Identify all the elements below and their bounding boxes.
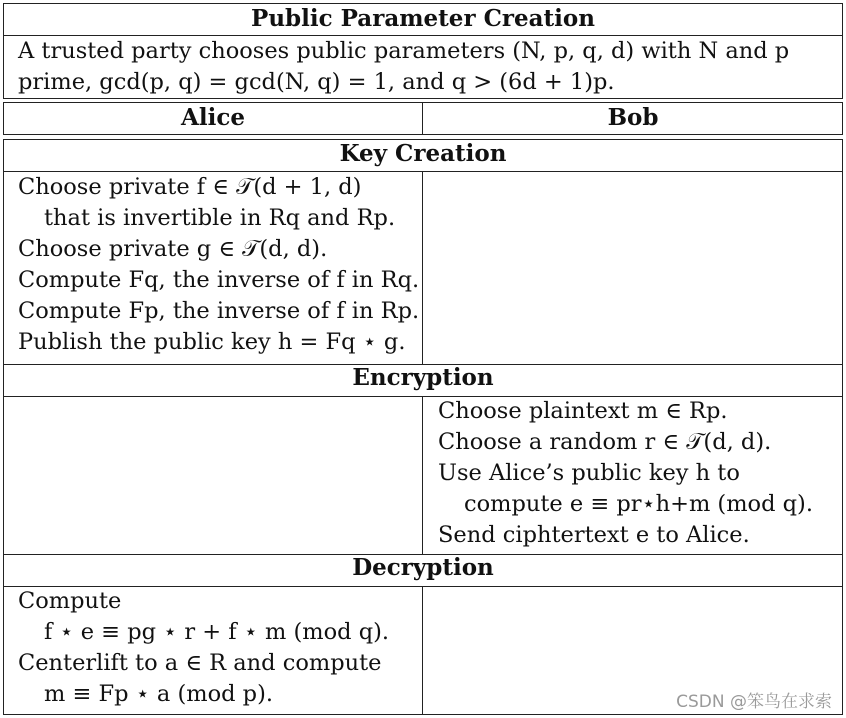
key-creation-step: Choose private g ∈ 𝒯(d, d). xyxy=(18,236,328,262)
encryption-step: Choose plaintext m ∈ Rp. xyxy=(438,398,728,424)
watermark: CSDN @笨鸟在求索 xyxy=(676,692,832,712)
bob-header: Bob xyxy=(607,104,659,131)
key-creation-step: Compute Fq, the inverse of f in Rq. xyxy=(18,267,420,293)
decryption-step: f ⋆ e ≡ pg ⋆ r + f ⋆ m (mod q). xyxy=(44,619,390,645)
column-divider xyxy=(422,586,423,714)
key-creation-step: that is invertible in Rq and Rp. xyxy=(44,205,396,231)
public-parameter-box xyxy=(3,3,843,99)
decryption-alice-steps xyxy=(18,586,389,710)
encryption-bob-steps xyxy=(438,396,813,551)
column-divider xyxy=(422,396,423,554)
protocol-table xyxy=(3,139,843,715)
key-creation-step: Compute Fp, the inverse of f in Rp. xyxy=(18,298,420,324)
column-divider xyxy=(422,171,423,364)
key-creation-step: Publish the public key h = Fq ⋆ g. xyxy=(18,329,406,355)
public-parameter-line: A trusted party chooses public parameters (N, p, q, d) with N and p xyxy=(18,38,790,64)
key-creation-alice-steps xyxy=(18,172,419,358)
key-creation-title: Key Creation xyxy=(339,140,507,167)
party-header-box xyxy=(3,102,843,135)
alice-header: Alice xyxy=(181,104,245,131)
column-divider xyxy=(422,103,423,134)
decryption-step: Compute xyxy=(18,588,122,614)
decryption-step: Centerlift to a ∈ R and compute xyxy=(18,650,382,676)
key-creation-step: Choose private f ∈ 𝒯(d + 1, d) xyxy=(18,174,362,200)
encryption-step: Use Alice’s public key h to xyxy=(438,460,740,486)
decryption-step: m ≡ Fp ⋆ a (mod p). xyxy=(44,681,274,707)
public-parameter-title: Public Parameter Creation xyxy=(251,5,595,32)
encryption-title: Encryption xyxy=(352,364,494,391)
encryption-step: Choose a random r ∈ 𝒯(d, d). xyxy=(438,429,772,455)
decryption-title: Decryption xyxy=(352,554,494,581)
public-parameter-line: prime, gcd(p, q) = gcd(N, q) = 1, and q > (6d + 1)p. xyxy=(18,69,615,95)
encryption-step: Send ciphtertext e to Alice. xyxy=(438,522,750,548)
public-parameter-text xyxy=(18,36,789,98)
encryption-step: compute e ≡ pr⋆h+m (mod q). xyxy=(464,491,813,517)
